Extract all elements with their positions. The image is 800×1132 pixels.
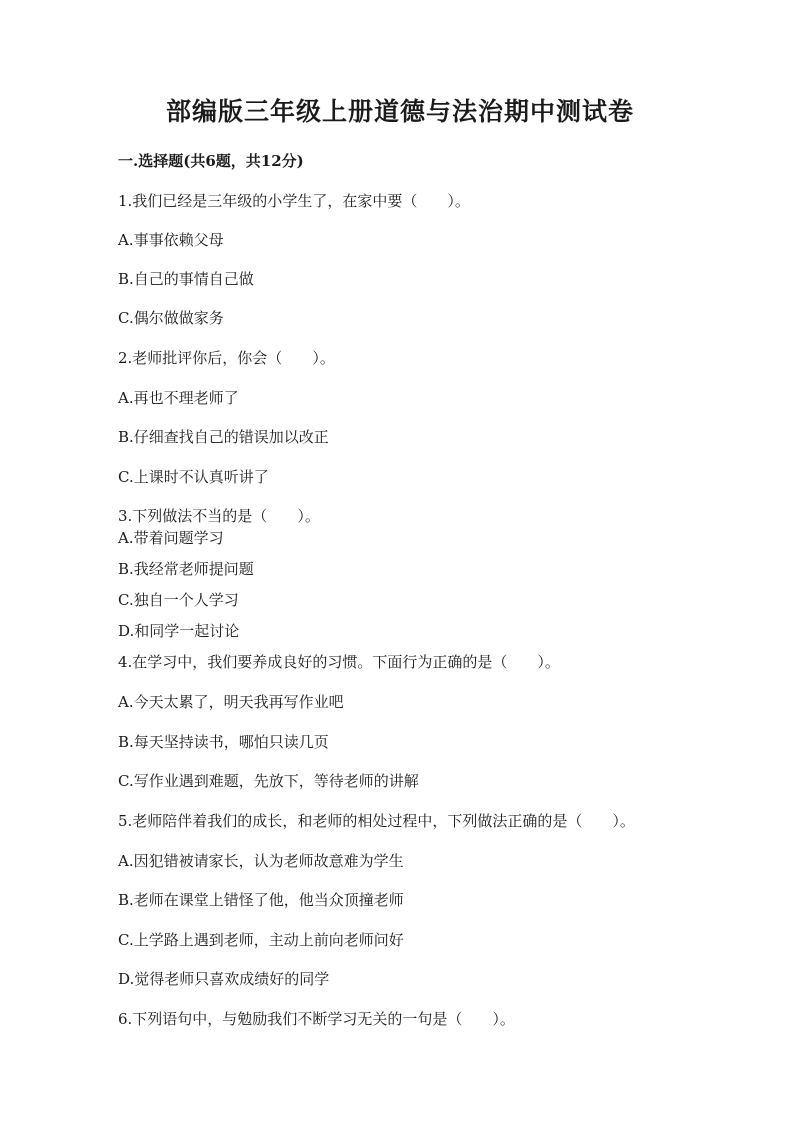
question-5-option-b: B.老师在课堂上错怪了他，他当众顶撞老师 (118, 891, 404, 909)
question-1-option-c: C.偶尔做做家务 (118, 309, 224, 327)
question-5-option-d: D.觉得老师只喜欢成绩好的同学 (118, 970, 330, 988)
question-2-option-a: A.再也不理老师了 (118, 389, 239, 407)
question-3-option-b: B.我经常老师提问题 (118, 560, 254, 578)
question-4-option-c: C.写作业遇到难题，先放下，等待老师的讲解 (118, 772, 419, 790)
question-2-option-b: B.仔细查找自己的错误加以改正 (118, 428, 329, 446)
question-1-option-a: A.事事依赖父母 (118, 231, 224, 249)
section-heading: 一.选择题(共6题，共12分) (118, 152, 304, 170)
question-5-option-c: C.上学路上遇到老师，主动上前向老师问好 (118, 931, 404, 949)
question-6-stem: 6.下列语句中，与勉励我们不断学习无关的一句是（ ）。 (118, 1010, 515, 1028)
question-4-option-b: B.每天坚持读书，哪怕只读几页 (118, 733, 329, 751)
question-1-stem: 1.我们已经是三年级的小学生了，在家中要（ ）。 (118, 192, 470, 210)
page-title: 部编版三年级上册道德与法治期中测试卷 (165, 97, 634, 126)
question-3-option-a: A.带着问题学习 (118, 529, 224, 547)
question-1-option-b: B.自己的事情自己做 (118, 270, 254, 288)
question-3-option-c: C.独自一个人学习 (118, 591, 239, 609)
question-4-option-a: A.今天太累了，明天我再写作业吧 (118, 693, 344, 711)
question-2-stem: 2.老师批评你后，你会（ ）。 (118, 349, 335, 367)
question-4-stem: 4.在学习中，我们要养成良好的习惯。下面行为正确的是（ ）。 (118, 653, 560, 671)
question-3-stem: 3.下列做法不当的是（ ）。 (118, 507, 320, 525)
question-2-option-c: C.上课时不认真听讲了 (118, 468, 269, 486)
question-5-option-a: A.因犯错被请家长，认为老师故意难为学生 (118, 852, 404, 870)
question-5-stem: 5.老师陪伴着我们的成长，和老师的相处过程中，下列做法正确的是（ ）。 (118, 812, 635, 830)
question-3-option-d: D.和同学一起讨论 (118, 622, 240, 640)
